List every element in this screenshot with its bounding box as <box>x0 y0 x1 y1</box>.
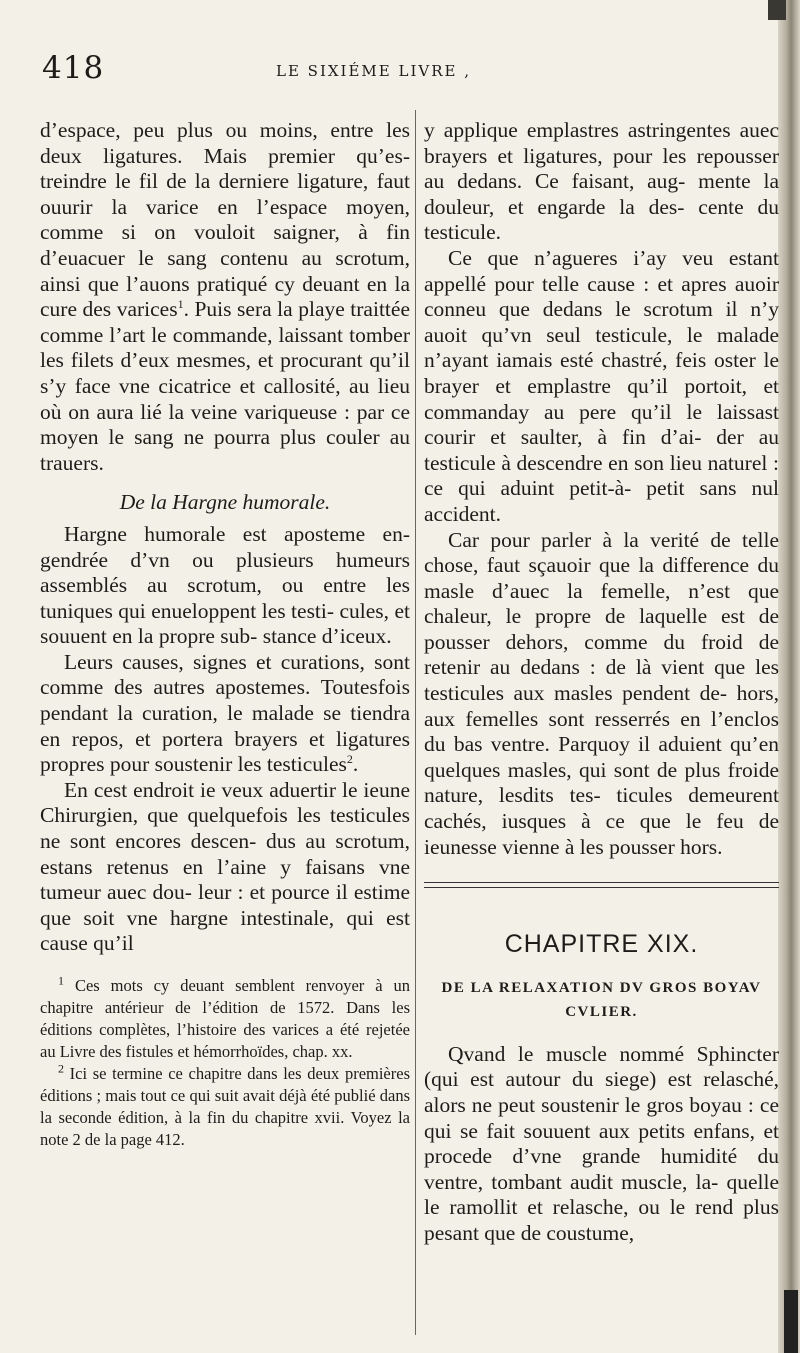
running-head: LE SIXIÉME LIVRE , <box>276 62 472 80</box>
paragraph: Car pour parler à la verité de telle chose, faut sçauoir que la difference du masle d’auec la femelle, n’est que chaleur, le propre de laquelle est de pousser dehors, comme du froid de retenir au dedans : de là vient que les testicules aux masles pendent de- hors, aux femelles sont resserrés en l’enclos du bas ventre. Parquoy il aduient qu’en quelques masles, qui sont de plus froide nature, lesdits tes- ticules demeurent cachés, iusques à ce que le feu de ieunesse vienne à les pousser hors. <box>424 527 779 859</box>
paragraph: Hargne humorale est aposteme en- gendrée d’vn ou plusieurs humeurs assemblés au scrotum, ou entre les tuniques qui enueloppent les testi- cules, et souuent en la propre sub- stance d’iceux. <box>40 521 410 649</box>
footnote <box>40 975 410 1063</box>
footnote-text: Ici se termine ce chapitre dans les deux premières éditions ; mais tout ce qui suit avait déjà été publié dans la seconde édition, à la fin du chapitre xvii. Voyez la note 2 de la page 412. <box>40 1064 410 1149</box>
right-column <box>424 118 779 1247</box>
paragraph: Ce que n’agueres i’ay veu estant appellé pour telle cause : et apres auoir conneu que dedans le scrotum il n’y auoit qu’vn seul testicule, le malade n’ayant iamais esté chastré, feis oster le brayer et emplastre qu’il portoit, et commanday au pere qu’il le laissast courir et saulter, à fin d’ai- der au testicule à descendre en son lieu naturel : ce qui aduint petit-à- petit sans nul accident. <box>424 245 779 526</box>
footnotes <box>40 975 410 1151</box>
footnote-ref: 1 <box>177 297 184 311</box>
section-heading: De la Hargne humorale. <box>119 490 331 515</box>
left-column <box>40 118 410 1151</box>
chapter-subtitle: DE LA RELAXATION DV GROS BOYAV CVLIER. <box>441 979 762 1020</box>
page-edge-shadow <box>778 0 800 1353</box>
paragraph: En cest endroit ie veux aduertir le ieune Chirurgien, que quelquefois les testicules ne sont encores descen- dus au scrotum, estans retenus en l’aine y faisans vne tumeur auec dou- leur : et pource il estime que soit vne hargne intestinale, qui est cause qu’il <box>40 777 410 956</box>
page-number: 418 <box>42 50 105 86</box>
paragraph-text: . <box>352 752 359 777</box>
footnote <box>40 1063 410 1151</box>
chapter-title: CHAPITRE XIX. <box>504 930 699 959</box>
paragraph-text: . Puis sera la playe traittée comme l’art le commande, laissant tomber les filets d’eux mesmes, et procurant qu’il s’y face vne cicatrice et callosité, au lieu où on aura lié la veine variqueuse : par ce moyen le sang ne pourra plus couler au trauers. <box>40 297 410 475</box>
footnote-mark: 1 <box>58 973 64 988</box>
paragraph-text: d’espace, peu plus ou moins, entre les deux ligatures. Mais premier qu’es- treindre le fil de la derniere ligature, faut ouurir la varice en l’espace moyen, comme si on vouloit saigner, à fin d’euacuer le sang contenu au scrotum, ainsi que l’auons pratiqué cy deuant en la cure des varices <box>40 118 410 322</box>
footnote-mark: 2 <box>58 1061 64 1076</box>
double-rule-divider <box>424 882 779 888</box>
paragraph: y applique emplastres astringentes auec brayers et ligatures, pour les repousser au dedans. Ce faisant, aug- mente la douleur, et engarde la des- cente du testicule. <box>424 118 779 245</box>
page-header <box>42 50 742 90</box>
paragraph-text: Leurs causes, signes et curations, sont comme des autres apostemes. Toutesfois pendant la curation, le malade se tiendra en repos, et portera brayers et ligatures propres pour soustenir les testicules <box>40 649 410 777</box>
page-edge-top-mark <box>768 0 786 20</box>
page-edge-bottom-mark <box>784 1290 798 1353</box>
paragraph: Qvand le muscle nommé Sphincter (qui est autour du siege) est relasché, alors ne peut soustenir le gros boyau : ce qui se fait souuent aux petits enfans, et procede d’vne grande humidité du ventre, tombant audit muscle, la- quelle le ramollit et relasche, ou le rend plus pesant que de coustume, <box>424 1041 779 1245</box>
paragraph <box>40 650 410 778</box>
paragraph <box>40 118 410 476</box>
column-divider <box>415 110 416 1335</box>
footnote-text: Ces mots cy deuant semblent renvoyer à un chapitre antérieur de l’édition de 1572. Dans les éditions complètes, l’histoire des varices a été rejetée au Livre des fistules et hémorrhoïdes, chap. xx. <box>40 976 410 1061</box>
footnote-ref: 2 <box>346 752 353 767</box>
